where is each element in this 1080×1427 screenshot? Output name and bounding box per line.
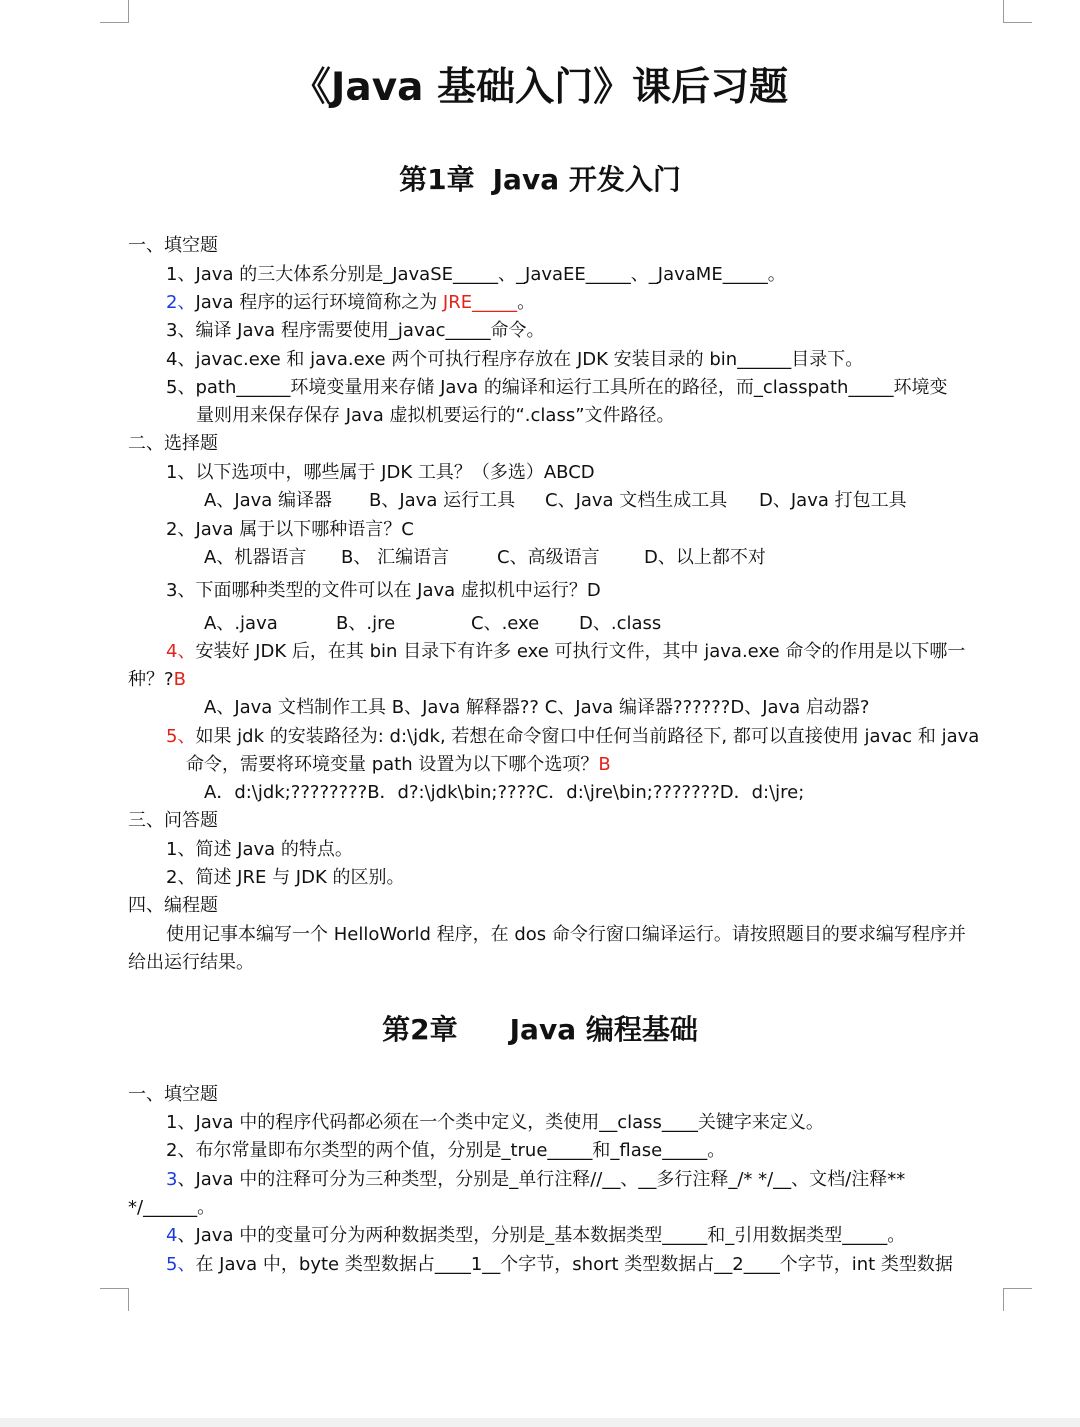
ch2-fill-q5-number: 5、: [166, 1254, 196, 1275]
crop-mark-top-right: [1003, 0, 1032, 23]
ch1-choice-q5-number: 5、: [166, 726, 196, 747]
ch1-choice-q3-options: [204, 610, 661, 638]
chapter-2-number: 第2章: [382, 1013, 458, 1046]
ch1-fill-q2-end: 。: [517, 292, 536, 313]
ch1-choice-q4-line2-text: 种？?: [128, 669, 174, 690]
ch2-fill-q4: [166, 1222, 905, 1250]
ch1-fill-q2-answer: JRE_____: [442, 292, 518, 313]
ch1-fill-q2-number: 2、: [166, 292, 196, 313]
ch1-fill-q3: 3、编译 Java 程序需要使用_javac_____命令。: [166, 320, 545, 341]
ch1-choice-q5-answer: B: [598, 754, 611, 775]
chapter-1-name: Java 开发入门: [492, 163, 681, 196]
option: C、高级语言: [497, 547, 600, 568]
option: B、Java 运行工具: [369, 490, 516, 511]
ch2-fill-q3: [166, 1166, 905, 1194]
ch1-fill-q1: 1、Java 的三大体系分别是_JavaSE_____、_JavaEE_____、_JavaME_____。: [166, 264, 786, 285]
ch2-fill-q3-line2: */______。: [128, 1197, 216, 1218]
ch1-choice-q5-line2-text: 命令，需要将环境变量 path 设置为以下哪个选项？: [186, 754, 599, 775]
option: B、 汇编语言: [341, 547, 450, 568]
ch1-prog-heading: 四、编程题: [128, 895, 218, 916]
option: D、.class: [579, 613, 662, 634]
ch1-fill-q2-text: Java 程序的运行环境简称之为: [195, 292, 443, 313]
ch2-fill-q3-text: 、Java 中的注释可分为三种类型，分别是_单行注释//__、__多行注释_/* */__、文档/注释**: [177, 1169, 906, 1190]
ch1-choice-q5-line2: [186, 751, 611, 779]
option: C、Java 文档生成工具: [545, 490, 728, 511]
option: A、.java: [204, 613, 278, 634]
ch2-fill-q2: 2、布尔常量即布尔类型的两个值，分别是_true_____和_flase_____。: [166, 1140, 726, 1161]
ch1-qa-q2: 2、简述 JRE 与 JDK 的区别。: [166, 867, 405, 888]
ch1-choice-q2: 2、Java 属于以下哪种语言？C: [166, 519, 414, 540]
ch1-fill-q5-line2: 量则用来保存保存 Java 虚拟机要运行的“.class”文件路径。: [196, 405, 675, 426]
ch1-qa-heading: 三、问答题: [128, 810, 218, 831]
chapter-1-number: 第1章: [399, 163, 475, 196]
option: D、Java 打包工具: [759, 490, 907, 511]
ch1-choice-q5-text: 如果 jdk 的安装路径为: d:\jdk, 若想在命令窗口中任何当前路径下, 都可以直接使用 javac 和 java: [195, 726, 980, 747]
option: B、.jre: [336, 613, 396, 634]
ch1-prog-line2: 给出运行结果。: [128, 952, 254, 973]
ch2-fill-q3-number: 3: [166, 1169, 178, 1190]
ch1-choice-q1-options: [204, 487, 907, 515]
page-bottom-edge: [0, 1418, 1080, 1427]
ch1-fill-q5-line1: 5、path______环境变量用来存储 Java 的编译和运行工具所在的路径，而_classpath_____环境变: [166, 377, 948, 398]
option: C、.exe: [471, 613, 540, 634]
ch1-qa-q1: 1、简述 Java 的特点。: [166, 839, 353, 860]
ch1-choice-q4-line2: [128, 666, 186, 694]
chapter-1-heading: [0, 160, 1080, 200]
option: A、Java 编译器: [204, 490, 333, 511]
chapter-2-name: Java 编程基础: [509, 1013, 698, 1046]
ch2-fill-heading: 一、填空题: [128, 1084, 218, 1105]
ch2-fill-q4-number: 4: [166, 1225, 178, 1246]
document-title: 《Java 基础入门》课后习题: [291, 65, 789, 110]
ch1-fill-q2: [166, 289, 535, 317]
chapter-2-heading: [0, 1010, 1080, 1050]
ch1-fill-q4: 4、javac.exe 和 java.exe 两个可执行程序存放在 JDK 安装目录的 bin______目录下。: [166, 349, 864, 370]
ch1-choice-q4-options: A、Java 文档制作工具 B、Java 解释器?? C、Java 编译器??????D、Java 启动器?: [204, 697, 870, 718]
ch1-fill-heading: 一、填空题: [128, 235, 218, 256]
ch1-choice-q4-answer: B: [173, 669, 186, 690]
ch1-choice-q5-options: A．d:\jdk;????????B．d?:\jdk\bin;????C．d:\jre\bin;???????D．d:\jre;: [204, 782, 805, 803]
ch1-choice-q4-number: 4、: [166, 641, 196, 662]
ch1-choice-q1: 1、以下选项中，哪些属于 JDK 工具？（多选）ABCD: [166, 462, 595, 483]
ch1-choice-q4-text: 安装好 JDK 后，在其 bin 目录下有许多 exe 可执行文件，其中 java.exe 命令的作用是以下哪一: [195, 641, 966, 662]
ch2-fill-q4-text: 、Java 中的变量可分为两种数据类型，分别是_基本数据类型_____和_引用数据类型_____。: [177, 1225, 906, 1246]
crop-mark-bottom-left: [100, 1288, 129, 1311]
ch2-fill-q5: [166, 1251, 953, 1279]
crop-mark-bottom-right: [1003, 1288, 1032, 1311]
option: D、以上都不对: [644, 547, 766, 568]
ch1-choice-heading: 二、选择题: [128, 433, 218, 454]
ch2-fill-q1: 1、Java 中的程序代码都必须在一个类中定义，类使用__class____关键字来定义。: [166, 1112, 824, 1133]
ch1-choice-q4: [166, 638, 965, 666]
crop-mark-top-left: [100, 0, 129, 23]
ch1-choice-q3: 3、下面哪种类型的文件可以在 Java 虚拟机中运行？D: [166, 580, 601, 601]
ch2-fill-q5-text: 在 Java 中，byte 类型数据占____1__个字节，short 类型数据占__2____个字节，int 类型数据: [195, 1254, 953, 1275]
option: A、机器语言: [204, 547, 307, 568]
ch1-prog-line1: 使用记事本编写一个 HelloWorld 程序，在 dos 命令行窗口编译运行。请按照题目的要求编写程序并: [166, 924, 966, 945]
ch1-choice-q5: [166, 723, 979, 751]
ch1-choice-q2-options: [204, 544, 766, 572]
